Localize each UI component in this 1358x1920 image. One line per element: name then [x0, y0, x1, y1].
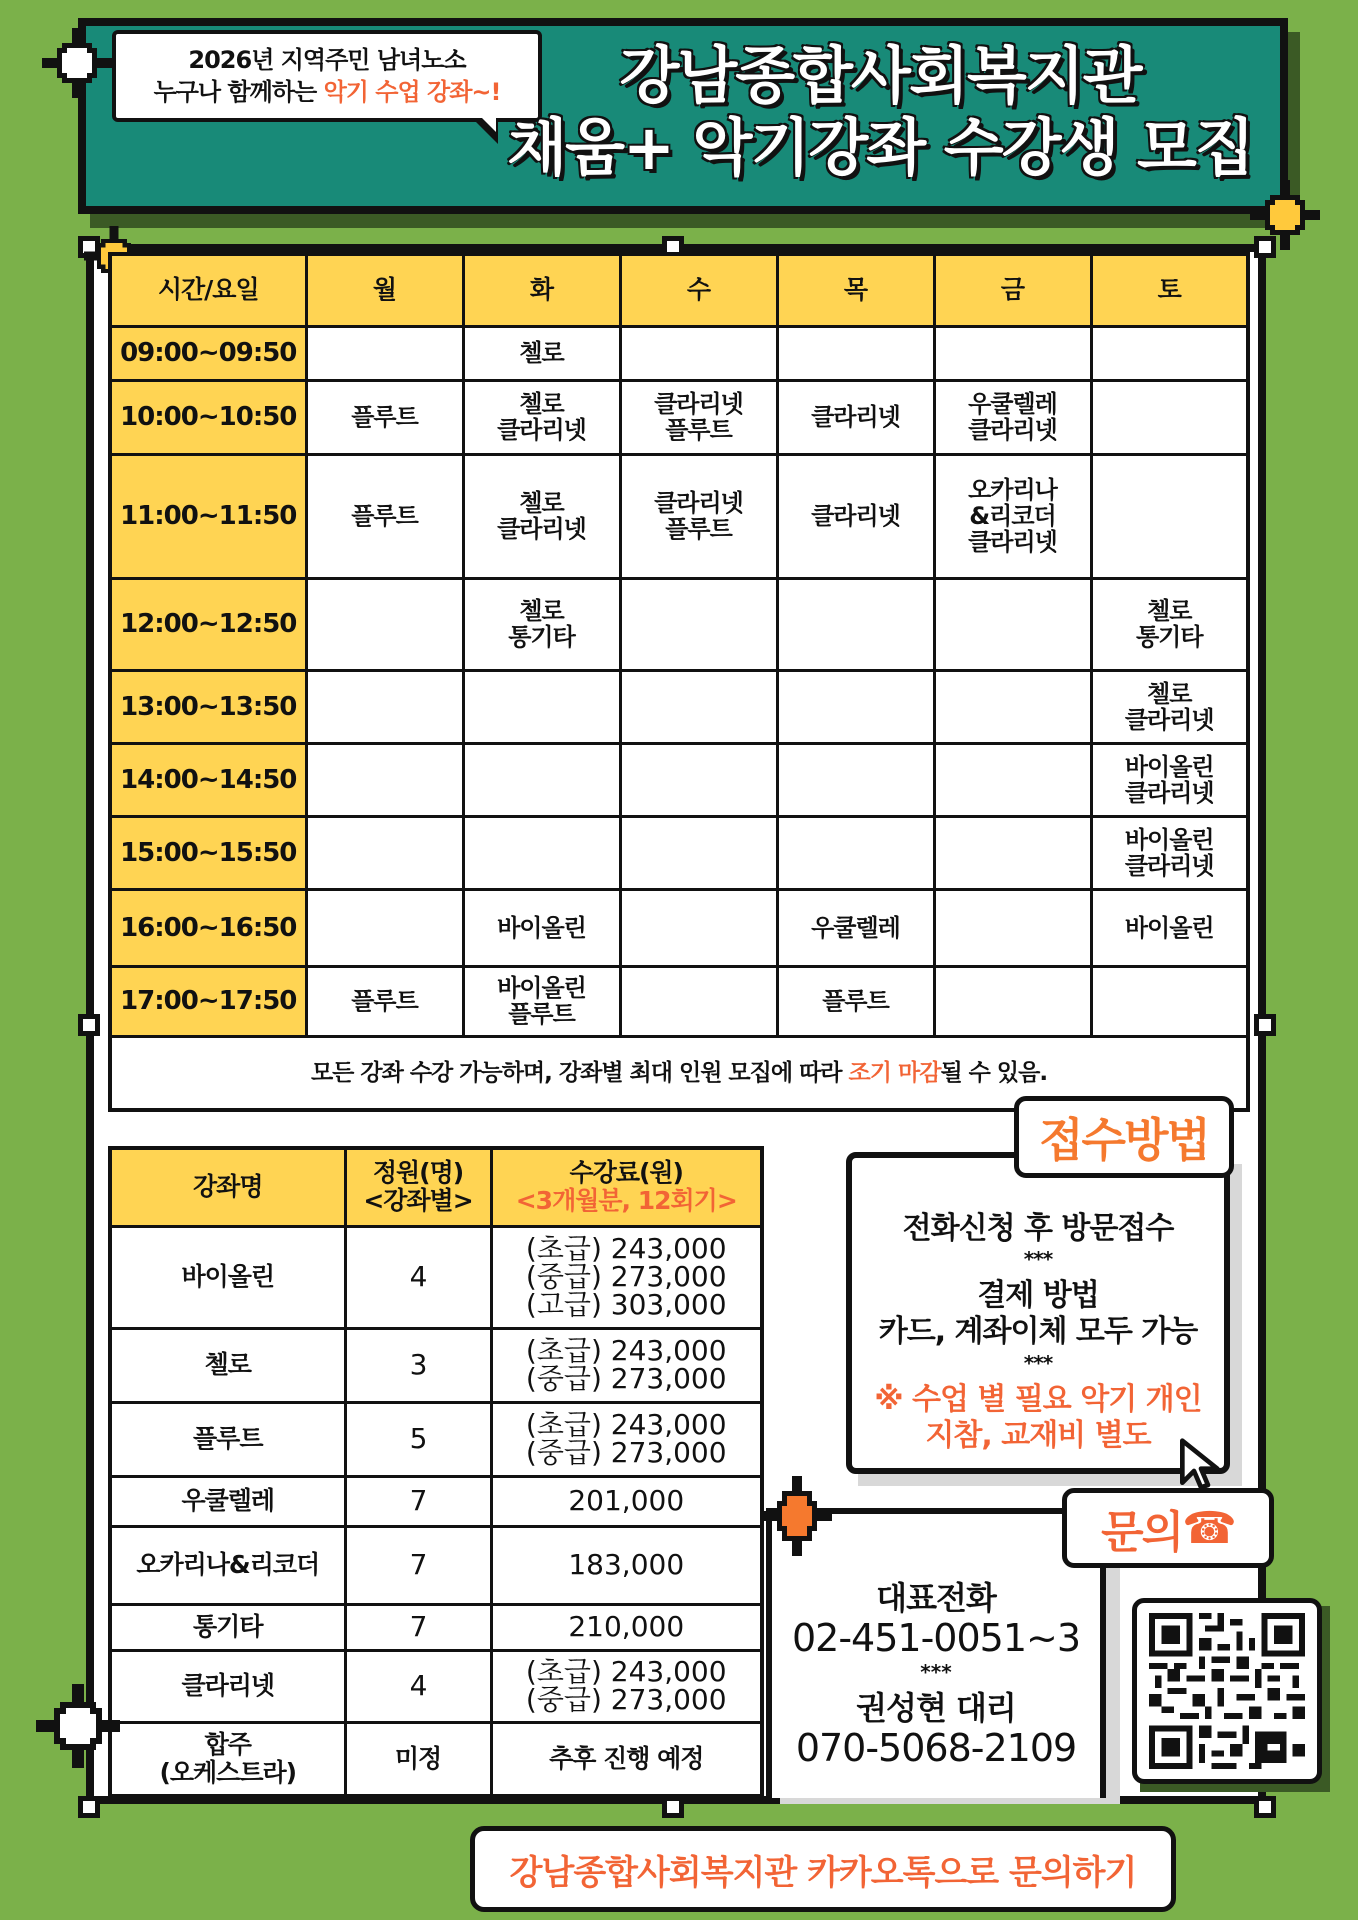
schedule-cell: 클라리넷 플루트 [620, 380, 777, 454]
frame-handle [78, 1014, 100, 1036]
schedule-note: 모든 강좌 수강 가능하며, 강좌별 최대 인원 모집에 따라 조기 마감될 수 있음. [110, 1036, 1248, 1110]
schedule-cell [934, 816, 1091, 889]
sparkle-icon [36, 1684, 120, 1768]
frame-handle [78, 1796, 100, 1818]
schedule-cell [777, 670, 934, 743]
schedule-cell: 바이올린 [1091, 889, 1248, 966]
qr-code[interactable] [1132, 1598, 1322, 1784]
page-title [480, 40, 1280, 184]
schedule-cell [463, 816, 620, 889]
main-phone-label: 대표전화 [876, 1579, 996, 1617]
separator: *** [920, 1660, 952, 1684]
time-slot: 09:00~09:50 [110, 326, 306, 380]
schedule-cell [934, 889, 1091, 966]
capacity: 미정 [345, 1722, 491, 1796]
frame-handle [1254, 1014, 1276, 1036]
table-row [110, 1526, 762, 1604]
time-slot: 12:00~12:50 [110, 578, 306, 670]
table-row [110, 326, 1248, 380]
schedule-cell [777, 816, 934, 889]
title-line2: 채움+ 악기강좌 수강생 모집 [507, 111, 1253, 184]
capacity: 7 [345, 1604, 491, 1650]
table-row [110, 1328, 762, 1402]
time-slot: 11:00~11:50 [110, 454, 306, 578]
schedule-cell [1091, 326, 1248, 380]
capacity: 3 [345, 1328, 491, 1402]
capacity: 4 [345, 1226, 491, 1328]
column-header: 월 [306, 254, 463, 326]
fee: (초급) 243,000 (중급) 273,000 [491, 1402, 762, 1476]
notice-line2: 지참, 교재비 별도 [925, 1418, 1151, 1453]
schedule-cell [934, 578, 1091, 670]
column-header: 강좌명 [110, 1148, 345, 1226]
course-name: 우쿨렐레 [110, 1476, 345, 1526]
schedule-cell: 오카리나 &리코더 클라리넷 [934, 454, 1091, 578]
schedule-cell [306, 578, 463, 670]
table-row [110, 1476, 762, 1526]
separator: *** [1023, 1247, 1053, 1271]
schedule-cell [463, 743, 620, 816]
frame-handle [1254, 1796, 1276, 1818]
course-name: 오카리나&리코더 [110, 1526, 345, 1604]
schedule-cell [1091, 454, 1248, 578]
time-slot: 17:00~17:50 [110, 966, 306, 1036]
column-header: 토 [1091, 254, 1248, 326]
schedule-cell: 클라리넷 [777, 380, 934, 454]
schedule-cell: 첼로 통기타 [463, 578, 620, 670]
schedule-cell [934, 670, 1091, 743]
schedule-cell [777, 578, 934, 670]
sparkle-icon [762, 1474, 832, 1558]
main-phone[interactable]: 02-451-0051~3 [791, 1616, 1081, 1660]
fee: (초급) 243,000 (중급) 273,000 (고급) 303,000 [491, 1226, 762, 1328]
capacity: 7 [345, 1476, 491, 1526]
inquiry-label: 문의 ☎ [1062, 1488, 1274, 1568]
table-row [110, 1604, 762, 1650]
title-line1: 강남종합사회복지관 [619, 39, 1141, 112]
schedule-cell: 플루트 [777, 966, 934, 1036]
schedule-cell [934, 966, 1091, 1036]
fee: 201,000 [491, 1476, 762, 1526]
course-name: 첼로 [110, 1328, 345, 1402]
time-slot: 14:00~14:50 [110, 743, 306, 816]
course-name: 통기타 [110, 1604, 345, 1650]
schedule-cell: 클라리넷 플루트 [620, 454, 777, 578]
table-row [110, 454, 1248, 578]
table-row [110, 670, 1248, 743]
schedule-cell [306, 670, 463, 743]
schedule-cell [306, 816, 463, 889]
schedule-cell [1091, 380, 1248, 454]
fee-table [108, 1146, 764, 1798]
column-header: 금 [934, 254, 1091, 326]
schedule-cell [620, 578, 777, 670]
table-row [110, 889, 1248, 966]
subtitle-line2: 누구나 함께하는 악기 수업 강좌~! [153, 78, 501, 106]
subtitle-highlight: 악기 수업 강좌~! [323, 78, 501, 106]
application-method-label: 접수방법 [1014, 1096, 1234, 1178]
schedule-cell: 플루트 [306, 966, 463, 1036]
time-slot: 10:00~10:50 [110, 380, 306, 454]
application-method-box [846, 1152, 1230, 1474]
time-slot: 13:00~13:50 [110, 670, 306, 743]
schedule-header-row [110, 254, 1248, 326]
payment-detail: 카드, 계좌이체 모두 가능 [878, 1314, 1198, 1349]
sparkle-icon [42, 28, 112, 98]
course-name: 합주 (오케스트라) [110, 1722, 345, 1796]
kakao-inquiry-button[interactable]: 강남종합사회복지관 카카오톡으로 문의하기 [470, 1826, 1176, 1912]
schedule-cell: 첼로 클라리넷 [1091, 670, 1248, 743]
schedule-cell [1091, 966, 1248, 1036]
table-row [110, 1402, 762, 1476]
early-close-highlight: 조기 마감 [848, 1059, 941, 1086]
capacity: 4 [345, 1650, 491, 1722]
schedule-cell: 바이올린 클라리넷 [1091, 743, 1248, 816]
cursor-icon [1176, 1436, 1226, 1492]
schedule-cell: 바이올린 플루트 [463, 966, 620, 1036]
schedule-cell: 클라리넷 [777, 454, 934, 578]
capacity: 7 [345, 1526, 491, 1604]
course-name: 클라리넷 [110, 1650, 345, 1722]
schedule-cell [934, 326, 1091, 380]
schedule-cell [306, 326, 463, 380]
schedule-cell: 첼로 통기타 [1091, 578, 1248, 670]
staff-phone[interactable]: 070-5068-2109 [795, 1726, 1077, 1770]
fee: 183,000 [491, 1526, 762, 1604]
table-row [110, 816, 1248, 889]
schedule-cell [620, 816, 777, 889]
table-row [110, 1650, 762, 1722]
table-row [110, 1226, 762, 1328]
subtitle-line1: 2026년 지역주민 남녀노소 [188, 46, 466, 74]
payment-title: 결제 방법 [977, 1278, 1099, 1313]
column-header: 수강료(원) <3개월분, 12회기> [491, 1148, 762, 1226]
schedule-cell: 첼로 클라리넷 [463, 454, 620, 578]
course-name: 바이올린 [110, 1226, 345, 1328]
capacity: 5 [345, 1402, 491, 1476]
qr-code-icon [1147, 1613, 1307, 1769]
schedule-cell [620, 966, 777, 1036]
schedule-cell [306, 743, 463, 816]
schedule-cell: 우쿨렐레 클라리넷 [934, 380, 1091, 454]
table-row [110, 380, 1248, 454]
table-row [110, 1722, 762, 1796]
schedule-cell: 첼로 클라리넷 [463, 380, 620, 454]
frame-handle [662, 1796, 684, 1818]
schedule-cell: 우쿨렐레 [777, 889, 934, 966]
column-header: 목 [777, 254, 934, 326]
schedule-cell [306, 889, 463, 966]
fee: 210,000 [491, 1604, 762, 1650]
fee: 추후 진행 예정 [491, 1722, 762, 1796]
schedule-cell [620, 670, 777, 743]
schedule-cell [620, 326, 777, 380]
course-name: 플루트 [110, 1402, 345, 1476]
schedule-cell: 플루트 [306, 454, 463, 578]
schedule-cell [620, 889, 777, 966]
schedule-cell [934, 743, 1091, 816]
schedule-cell: 바이올린 클라리넷 [1091, 816, 1248, 889]
schedule-cell [463, 670, 620, 743]
schedule-cell [620, 743, 777, 816]
schedule-cell [777, 743, 934, 816]
column-header: 정원(명) <강좌별> [345, 1148, 491, 1226]
table-row [110, 743, 1248, 816]
fee-header-row [110, 1148, 762, 1226]
time-slot: 15:00~15:50 [110, 816, 306, 889]
column-header: 화 [463, 254, 620, 326]
schedule-table [108, 252, 1250, 1112]
schedule-cell [777, 326, 934, 380]
application-method: 전화신청 후 방문접수 [902, 1211, 1174, 1246]
time-slot: 16:00~16:50 [110, 889, 306, 966]
column-header: 시간/요일 [110, 254, 306, 326]
schedule-cell: 첼로 [463, 326, 620, 380]
frame-handle [1254, 236, 1276, 258]
fee: (초급) 243,000 (중급) 273,000 [491, 1650, 762, 1722]
fee: (초급) 243,000 (중급) 273,000 [491, 1328, 762, 1402]
schedule-cell: 플루트 [306, 380, 463, 454]
schedule-cell: 바이올린 [463, 889, 620, 966]
staff-name: 권성현 대리 [856, 1689, 1016, 1727]
separator: *** [1023, 1351, 1053, 1375]
table-row [110, 578, 1248, 670]
phone-icon: ☎ [1182, 1502, 1235, 1554]
table-row [110, 966, 1248, 1036]
subtitle-bubble [112, 30, 542, 122]
column-header: 수 [620, 254, 777, 326]
notice-line1: ※ 수업 별 필요 악기 개인 [874, 1382, 1202, 1417]
